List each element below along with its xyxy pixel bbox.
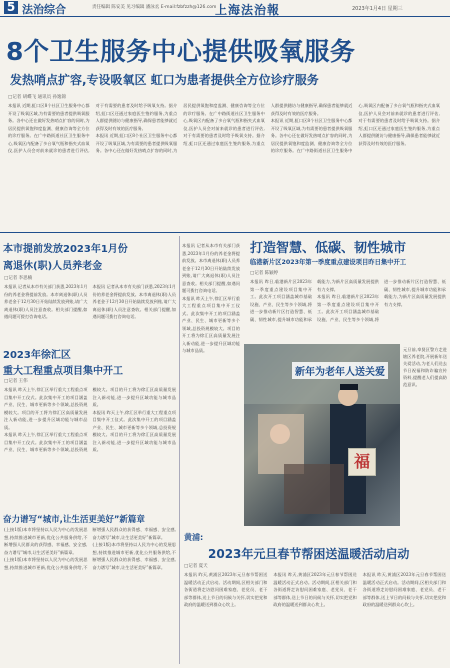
lead-subheadline: 发热哨点扩容,专设吸氧区 虹口为患者提供全方位诊疗服务 [10,73,319,87]
section-divider [0,232,450,233]
xuhui-headline-1: 2023年徐汇区 [3,350,71,361]
lead-body: 本报讯 近期,虹口区8个社区卫生服务中心都开设了吸氧区域,为有需要的患者提供吸氧服务。各中心还在做好发热哨点扩容的同时,为居民提供氧饱和度监测、健康咨询等全方位的诊疗服务。在广中路街道社区卫生服务中心,吸氧区内配备了多台氧气瓶和指夹式血氧仪,医护人员会对前来就诊的患者进行评估,对于有需要的患者及时给予吸氧支持。据介绍,虹口区还通过家庭医生签约服务,为重点人群提供随访与健康指导,确保患者能够就近获得及时有效的医疗服务。 本报讯 近期,虹口区8个社区卫生服务中心都开设了吸氧区域,为有需要的患者提供吸氧服务。各中心还在做好发热哨点扩容的同时,为居民提供氧饱和度监测、健康咨询等全方位的诊疗服务。在广中路街道社区卫生服务中心,吸氧区内配备了多台氧气瓶和指夹式血氧仪,医护人员会对前来就诊的患者进行评估,对于有需要的患者及时给予吸氧支持。据介绍,虹口区还通过家庭医生签约服务,为重点人群提供随访与健康指导,确保患者能够就近获得及时有效的医疗服务。 本报讯 近期,虹口区8个社区卫生服务中心都开设了吸氧区域,为有需要的患者提供吸氧服务。各中心还在做好发热哨点扩容的同时,为居民提供氧饱和度监测、健康咨询等全方位的诊疗服务。在广中路街道社区卫生服务中心,吸氧区内配备了多台氧气瓶和指夹式血氧仪,医护人员会对前来就诊的患者进行评估,对于有需要的患者及时给予吸氧支持。据介绍,虹口区还通过家庭医生签约服务,为重点人群提供随访与健康指导,确保患者能够就近获得及时有效的医疗服务。 [8,103,440,153]
newspaper-logo: 上海法治報 [215,3,281,17]
pension-headline-1: 本市提前发放2023年1月份 [3,244,128,255]
lead-headline: 8个卫生服务中心提供吸氧服务 [6,37,356,66]
xuhui-body: 本报讯 昨天上午,徐汇区举行重大工程重点项目集中开工仪式。此次集中开工的项目涵盖产业、民生、城市更新等多个领域,总投资规模较大。项目的开工将为徐汇区高质量发展注入新动能,进一步提升区域功能与城市品质。 本报讯 昨天上午,徐汇区举行重大工程重点项目集中开工仪式。此次集中开工的项目涵盖产业、民生、城市更新等多个领域,总投资规模较大。项目的开工将为徐汇区高质量发展注入新动能,进一步提升区域功能与城市品质。 本报讯 昨天上午,徐汇区举行重大工程重点项目集中开工仪式。此次集中开工的项目涵盖产业、民生、城市更新等多个领域,总投资规模较大。项目的开工将为徐汇区高质量发展注入新动能,进一步提升区域功能与城市品质。 [4,387,176,452]
huangpu-byline: □记者 夏天 [184,564,208,569]
huangpu-headline: 2023年元旦春节帮困送温暖活动启动 [208,547,410,561]
photo-caption: 元旦前,奉贤区警方走进辖区养老院,开展新年送关爱活动,为老人们送去节日祝福和防诈骗宣传资料,提醒老人们提高防范意识。 [403,347,447,387]
xuhui-headline-2: 重大工程重点项目集中开工 [3,366,123,377]
continued-column: 本报讯 记者从本市有关部门获悉,2023年1月份的养老金将提前发放。本市离退休(职)人员养老金于12月30日开始陆续发放到账,请广大离退休(职)人员注意查收。相关部门提醒,如遇问题可拨打咨询电话。 本报讯 昨天上午,徐汇区举行重大工程重点项目集中开工仪式。此次集中开工的项目涵盖产业、民生、城市更新等多个领域,总投资规模较大。项目的开工将为徐汇区高质量发展注入新动能,进一步提升区域功能与城市品质。 [182,243,240,353]
xuhui-byline: □记者 王伟 [4,379,28,384]
lead-byline: □记者 胡蝶飞 通讯员 孙逸锦 [8,95,67,100]
issue-date: 2023年1月4日 星期三 [352,6,403,12]
column-divider [179,236,180,664]
newera-body: (上接1版)本市将坚持以人民为中心的发展思想,持续推进城市更新,优化公共服务供给,不断增强人民群众的获得感、幸福感、安全感,奋力谱写“城市,让生活更美好”新篇章。 (上接1版)本市将坚持以人民为中心的发展思想,持续推进城市更新,优化公共服务供给,不断增强人民群众的获得感、幸福感、安全感,奋力谱写“城市,让生活更美好”新篇章。 (上接1版)本市将坚持以人民为中心的发展思想,持续推进城市更新,优化公共服务供给,不断增强人民群众的获得感、幸福感、安全感,奋力谱写“城市,让生活更美好”新篇章。 [4,527,176,570]
huangpu-body: 本报讯 昨天,黄浦区2023年元旦春节帮困送温暖活动正式启动。活动期间,区相关部门和各街道将走访慰问困难家庭、老党员、老干部等群体,送上节日的问候与关怀,切实把党和政府的温暖送到群众心坎上。 本报讯 昨天,黄浦区2023年元旦春节帮困送温暖活动正式启动。活动期间,区相关部门和各街道将走访慰问困难家庭、老党员、老干部等群体,送上节日的问候与关怀,切实把党和政府的温暖送到群众心坎上。 本报讯 昨天,黄浦区2023年元旦春节帮困送温暖活动正式启动。活动期间,区相关部门和各街道将走访慰问困难家庭、老党员、老干部等群体,送上节日的问候与关怀,切实把党和政府的温暖送到群众心坎上。 [184,572,446,607]
section-name: 法治综合 [22,3,66,16]
lingang-byline: □记者 陈颖婷 [250,271,279,276]
newera-headline: 奋力谱写“城市,让生活更美好”新篇章 [3,515,145,525]
lingang-body: 本报讯 昨日,临港新片区2023年第一季度重点建设项目集中开工。此次开工项目涵盖城市基础设施、产业、民生等多个领域,将进一步推动新片区打造智慧、低碳、韧性城市,提升城市功能和承载能力,为新片区高质量发展提供有力支撑。 本报讯 昨日,临港新片区2023年第一季度重点建设项目集中开工。此次开工项目涵盖城市基础设施、产业、民生等多个领域,将进一步推动新片区打造智慧、低碳、韧性城市,提升城市功能和承载能力,为新片区高质量发展提供有力支撑。 [250,279,446,322]
page-number: 5 [4,1,18,14]
pension-headline-2: 离退休(职)人员养老金 [3,261,103,272]
pension-byline: □记者 李思楠 [4,276,33,281]
editor-info: 责任编辑 陈安美 见习编辑 潘泳丞 E-mail:fzbfzzh@126.com [92,5,217,10]
photo-banner: 新年为老年人送关爱 [292,362,388,379]
lingang-headline: 打造智慧、低碳、韧性城市 [250,241,407,256]
fu-character-sign: 福 [348,448,376,476]
huangpu-kicker: 黄浦: [184,533,204,542]
lingang-subheadline: 临港新片区2023年第一季度重点建设项目昨日集中开工 [250,259,407,266]
pension-body: 本报讯 记者从本市有关部门获悉,2023年1月份的养老金将提前发放。本市离退休(职)人员养老金于12月30日开始陆续发放到账,请广大离退休(职)人员注意查收。相关部门提醒,如遇问题可拨打咨询电话。 本报讯 记者从本市有关部门获悉,2023年1月份的养老金将提前发放。本市离退休(职)人员养老金于12月30日开始陆续发放到账,请广大离退休(职)人员注意查收。相关部门提醒,如遇问题可拨打咨询电话。 [4,284,176,319]
